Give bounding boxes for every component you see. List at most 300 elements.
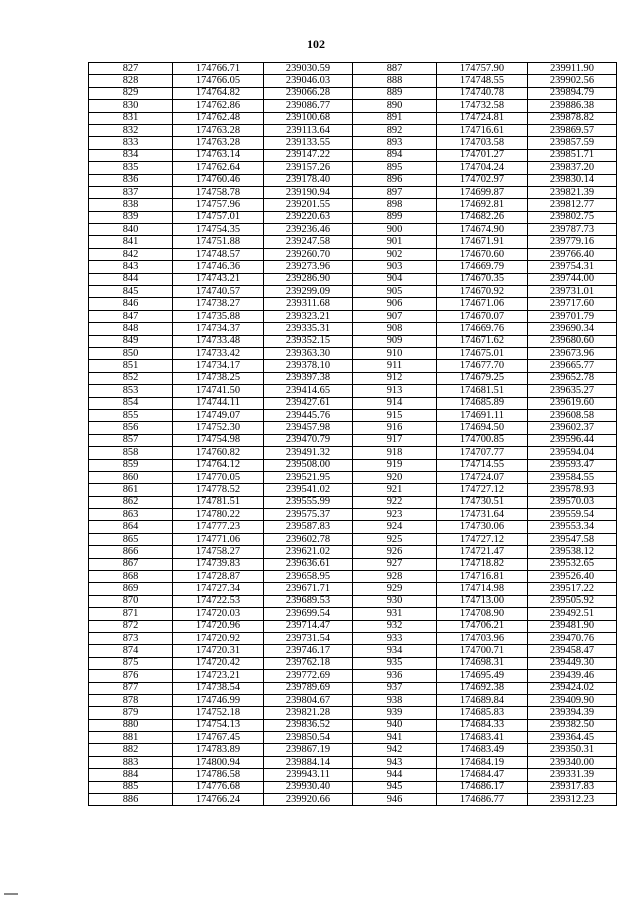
- y-coordinate-cell: 239830.14: [528, 174, 617, 186]
- point-number-cell: 895: [353, 162, 437, 174]
- y-coordinate-cell: 239481.90: [528, 620, 617, 632]
- x-coordinate-cell: 174685.83: [437, 707, 528, 719]
- table-row: [89, 310, 617, 322]
- x-coordinate-cell: 174730.51: [437, 496, 528, 508]
- x-coordinate-cell: 174748.55: [437, 75, 528, 87]
- y-coordinate-cell: 239178.40: [264, 174, 353, 186]
- y-coordinate-cell: 239470.79: [264, 434, 353, 446]
- x-coordinate-cell: 174757.96: [173, 199, 264, 211]
- point-number-cell: 903: [353, 261, 437, 273]
- table-row: [89, 124, 617, 136]
- y-coordinate-cell: 239133.55: [264, 137, 353, 149]
- point-number-cell: 888: [353, 75, 437, 87]
- x-coordinate-cell: 174740.57: [173, 286, 264, 298]
- y-coordinate-cell: 239608.58: [528, 409, 617, 421]
- table-row: [89, 571, 617, 583]
- point-number-cell: 854: [89, 397, 173, 409]
- table-row: [89, 248, 617, 260]
- x-coordinate-cell: 174766.24: [173, 794, 264, 806]
- x-coordinate-cell: 174770.05: [173, 471, 264, 483]
- x-coordinate-cell: 174749.07: [173, 409, 264, 421]
- x-coordinate-cell: 174691.11: [437, 409, 528, 421]
- y-coordinate-cell: 239335.31: [264, 323, 353, 335]
- x-coordinate-cell: 174701.27: [437, 149, 528, 161]
- x-coordinate-cell: 174724.81: [437, 112, 528, 124]
- point-number-cell: 836: [89, 174, 173, 186]
- point-number-cell: 876: [89, 670, 173, 682]
- y-coordinate-cell: 239397.38: [264, 372, 353, 384]
- point-number-cell: 905: [353, 286, 437, 298]
- y-coordinate-cell: 239779.16: [528, 236, 617, 248]
- table-row: [89, 434, 617, 446]
- y-coordinate-cell: 239555.99: [264, 496, 353, 508]
- point-number-cell: 936: [353, 670, 437, 682]
- y-coordinate-cell: 239317.83: [528, 781, 617, 793]
- x-coordinate-cell: 174669.76: [437, 323, 528, 335]
- page-number: 102: [307, 37, 325, 51]
- x-coordinate-cell: 174671.06: [437, 298, 528, 310]
- y-coordinate-cell: 239312.23: [528, 794, 617, 806]
- point-number-cell: 868: [89, 571, 173, 583]
- table-row: [89, 323, 617, 335]
- y-coordinate-cell: 239911.90: [528, 63, 617, 75]
- point-number-cell: 924: [353, 521, 437, 533]
- y-coordinate-cell: 239427.61: [264, 397, 353, 409]
- coordinates-table: [88, 62, 617, 806]
- y-coordinate-cell: 239878.82: [528, 112, 617, 124]
- x-coordinate-cell: 174735.88: [173, 310, 264, 322]
- table-row: [89, 558, 617, 570]
- point-number-cell: 862: [89, 496, 173, 508]
- x-coordinate-cell: 174686.77: [437, 794, 528, 806]
- x-coordinate-cell: 174677.70: [437, 360, 528, 372]
- point-number-cell: 869: [89, 583, 173, 595]
- point-number-cell: 906: [353, 298, 437, 310]
- point-number-cell: 860: [89, 471, 173, 483]
- table-row: [89, 484, 617, 496]
- x-coordinate-cell: 174746.36: [173, 261, 264, 273]
- x-coordinate-cell: 174751.88: [173, 236, 264, 248]
- point-number-cell: 922: [353, 496, 437, 508]
- x-coordinate-cell: 174738.54: [173, 682, 264, 694]
- table-row: [89, 112, 617, 124]
- x-coordinate-cell: 174686.17: [437, 781, 528, 793]
- point-number-cell: 918: [353, 447, 437, 459]
- y-coordinate-cell: 239731.01: [528, 286, 617, 298]
- table-row: [89, 533, 617, 545]
- x-coordinate-cell: 174757.01: [173, 211, 264, 223]
- point-number-cell: 880: [89, 719, 173, 731]
- x-coordinate-cell: 174683.49: [437, 744, 528, 756]
- x-coordinate-cell: 174776.68: [173, 781, 264, 793]
- x-coordinate-cell: 174713.00: [437, 595, 528, 607]
- x-coordinate-cell: 174684.33: [437, 719, 528, 731]
- point-number-cell: 889: [353, 87, 437, 99]
- x-coordinate-cell: 174767.45: [173, 732, 264, 744]
- point-number-cell: 866: [89, 546, 173, 558]
- x-coordinate-cell: 174778.52: [173, 484, 264, 496]
- y-coordinate-cell: 239587.83: [264, 521, 353, 533]
- x-coordinate-cell: 174689.84: [437, 694, 528, 706]
- x-coordinate-cell: 174675.01: [437, 347, 528, 359]
- point-number-cell: 852: [89, 372, 173, 384]
- x-coordinate-cell: 174684.47: [437, 769, 528, 781]
- point-number-cell: 863: [89, 509, 173, 521]
- y-coordinate-cell: 239559.54: [528, 509, 617, 521]
- y-coordinate-cell: 239331.39: [528, 769, 617, 781]
- y-coordinate-cell: 239470.76: [528, 632, 617, 644]
- point-number-cell: 842: [89, 248, 173, 260]
- table-row: [89, 471, 617, 483]
- y-coordinate-cell: 239731.54: [264, 632, 353, 644]
- y-coordinate-cell: 239680.60: [528, 335, 617, 347]
- x-coordinate-cell: 174692.38: [437, 682, 528, 694]
- point-number-cell: 891: [353, 112, 437, 124]
- y-coordinate-cell: 239424.02: [528, 682, 617, 694]
- point-number-cell: 879: [89, 707, 173, 719]
- point-number-cell: 837: [89, 186, 173, 198]
- y-coordinate-cell: 239066.28: [264, 87, 353, 99]
- point-number-cell: 916: [353, 422, 437, 434]
- table-row: [89, 620, 617, 632]
- point-number-cell: 938: [353, 694, 437, 706]
- point-number-cell: 883: [89, 756, 173, 768]
- point-number-cell: 886: [89, 794, 173, 806]
- point-number-cell: 927: [353, 558, 437, 570]
- y-coordinate-cell: 239505.92: [528, 595, 617, 607]
- point-number-cell: 881: [89, 732, 173, 744]
- point-number-cell: 845: [89, 286, 173, 298]
- y-coordinate-cell: 239030.59: [264, 63, 353, 75]
- y-coordinate-cell: 239772.69: [264, 670, 353, 682]
- y-coordinate-cell: 239382.50: [528, 719, 617, 731]
- y-coordinate-cell: 239190.94: [264, 186, 353, 198]
- x-coordinate-cell: 174716.81: [437, 571, 528, 583]
- y-coordinate-cell: 239350.31: [528, 744, 617, 756]
- x-coordinate-cell: 174694.50: [437, 422, 528, 434]
- x-coordinate-cell: 174721.47: [437, 546, 528, 558]
- x-coordinate-cell: 174764.82: [173, 87, 264, 99]
- x-coordinate-cell: 174720.03: [173, 608, 264, 620]
- table-row: [89, 595, 617, 607]
- table-row: [89, 694, 617, 706]
- point-number-cell: 833: [89, 137, 173, 149]
- y-coordinate-cell: 239812.77: [528, 199, 617, 211]
- x-coordinate-cell: 174699.87: [437, 186, 528, 198]
- table-row: [89, 273, 617, 285]
- point-number-cell: 829: [89, 87, 173, 99]
- table-row: [89, 459, 617, 471]
- point-number-cell: 857: [89, 434, 173, 446]
- table-row: [89, 261, 617, 273]
- point-number-cell: 919: [353, 459, 437, 471]
- y-coordinate-cell: 239414.65: [264, 385, 353, 397]
- x-coordinate-cell: 174766.71: [173, 63, 264, 75]
- point-number-cell: 846: [89, 298, 173, 310]
- x-coordinate-cell: 174758.27: [173, 546, 264, 558]
- x-coordinate-cell: 174760.46: [173, 174, 264, 186]
- table-row: [89, 583, 617, 595]
- table-row: [89, 149, 617, 161]
- point-number-cell: 831: [89, 112, 173, 124]
- x-coordinate-cell: 174720.96: [173, 620, 264, 632]
- x-coordinate-cell: 174777.23: [173, 521, 264, 533]
- y-coordinate-cell: 239538.12: [528, 546, 617, 558]
- point-number-cell: 940: [353, 719, 437, 731]
- y-coordinate-cell: 239787.73: [528, 224, 617, 236]
- point-number-cell: 872: [89, 620, 173, 632]
- point-number-cell: 907: [353, 310, 437, 322]
- x-coordinate-cell: 174732.58: [437, 100, 528, 112]
- y-coordinate-cell: 239744.00: [528, 273, 617, 285]
- x-coordinate-cell: 174692.81: [437, 199, 528, 211]
- point-number-cell: 853: [89, 385, 173, 397]
- y-coordinate-cell: 239717.60: [528, 298, 617, 310]
- y-coordinate-cell: 239508.00: [264, 459, 353, 471]
- point-number-cell: 943: [353, 756, 437, 768]
- x-coordinate-cell: 174744.11: [173, 397, 264, 409]
- table-row: [89, 87, 617, 99]
- x-coordinate-cell: 174763.28: [173, 137, 264, 149]
- point-number-cell: 933: [353, 632, 437, 644]
- x-coordinate-cell: 174754.98: [173, 434, 264, 446]
- x-coordinate-cell: 174714.98: [437, 583, 528, 595]
- table-row: [89, 546, 617, 558]
- point-number-cell: 897: [353, 186, 437, 198]
- point-number-cell: 941: [353, 732, 437, 744]
- y-coordinate-cell: 239340.00: [528, 756, 617, 768]
- x-coordinate-cell: 174800.94: [173, 756, 264, 768]
- point-number-cell: 851: [89, 360, 173, 372]
- point-number-cell: 913: [353, 385, 437, 397]
- x-coordinate-cell: 174707.77: [437, 447, 528, 459]
- table-row: [89, 298, 617, 310]
- scan-artifact-mark: [4, 893, 18, 895]
- x-coordinate-cell: 174766.05: [173, 75, 264, 87]
- y-coordinate-cell: 239157.26: [264, 162, 353, 174]
- table-row: [89, 397, 617, 409]
- point-number-cell: 848: [89, 323, 173, 335]
- y-coordinate-cell: 239837.20: [528, 162, 617, 174]
- point-number-cell: 928: [353, 571, 437, 583]
- y-coordinate-cell: 239789.69: [264, 682, 353, 694]
- y-coordinate-cell: 239201.55: [264, 199, 353, 211]
- y-coordinate-cell: 239714.47: [264, 620, 353, 632]
- y-coordinate-cell: 239517.22: [528, 583, 617, 595]
- y-coordinate-cell: 239821.39: [528, 186, 617, 198]
- point-number-cell: 935: [353, 657, 437, 669]
- x-coordinate-cell: 174716.61: [437, 124, 528, 136]
- point-number-cell: 923: [353, 509, 437, 521]
- point-number-cell: 874: [89, 645, 173, 657]
- y-coordinate-cell: 239902.56: [528, 75, 617, 87]
- y-coordinate-cell: 239636.61: [264, 558, 353, 570]
- y-coordinate-cell: 239594.04: [528, 447, 617, 459]
- table-row: [89, 335, 617, 347]
- y-coordinate-cell: 239857.59: [528, 137, 617, 149]
- table-row: [89, 75, 617, 87]
- y-coordinate-cell: 239409.90: [528, 694, 617, 706]
- x-coordinate-cell: 174757.90: [437, 63, 528, 75]
- y-coordinate-cell: 239701.79: [528, 310, 617, 322]
- point-number-cell: 865: [89, 533, 173, 545]
- x-coordinate-cell: 174714.55: [437, 459, 528, 471]
- point-number-cell: 932: [353, 620, 437, 632]
- table-row: [89, 447, 617, 459]
- x-coordinate-cell: 174703.96: [437, 632, 528, 644]
- y-coordinate-cell: 239323.21: [264, 310, 353, 322]
- table-row: [89, 385, 617, 397]
- x-coordinate-cell: 174703.58: [437, 137, 528, 149]
- coordinates-table-body: [89, 63, 617, 806]
- x-coordinate-cell: 174754.35: [173, 224, 264, 236]
- point-number-cell: 890: [353, 100, 437, 112]
- point-number-cell: 830: [89, 100, 173, 112]
- y-coordinate-cell: 239364.45: [528, 732, 617, 744]
- table-row: [89, 719, 617, 731]
- point-number-cell: 835: [89, 162, 173, 174]
- point-number-cell: 893: [353, 137, 437, 149]
- x-coordinate-cell: 174671.91: [437, 236, 528, 248]
- y-coordinate-cell: 239570.03: [528, 496, 617, 508]
- y-coordinate-cell: 239673.96: [528, 347, 617, 359]
- point-number-cell: 946: [353, 794, 437, 806]
- y-coordinate-cell: 239236.46: [264, 224, 353, 236]
- point-number-cell: 904: [353, 273, 437, 285]
- x-coordinate-cell: 174780.22: [173, 509, 264, 521]
- x-coordinate-cell: 174695.49: [437, 670, 528, 682]
- point-number-cell: 931: [353, 608, 437, 620]
- x-coordinate-cell: 174706.21: [437, 620, 528, 632]
- table-row: [89, 769, 617, 781]
- y-coordinate-cell: 239363.30: [264, 347, 353, 359]
- x-coordinate-cell: 174786.58: [173, 769, 264, 781]
- x-coordinate-cell: 174754.13: [173, 719, 264, 731]
- x-coordinate-cell: 174671.62: [437, 335, 528, 347]
- x-coordinate-cell: 174763.28: [173, 124, 264, 136]
- y-coordinate-cell: 239457.98: [264, 422, 353, 434]
- point-number-cell: 877: [89, 682, 173, 694]
- table-row: [89, 509, 617, 521]
- y-coordinate-cell: 239920.66: [264, 794, 353, 806]
- point-number-cell: 910: [353, 347, 437, 359]
- x-coordinate-cell: 174771.06: [173, 533, 264, 545]
- point-number-cell: 849: [89, 335, 173, 347]
- x-coordinate-cell: 174762.48: [173, 112, 264, 124]
- point-number-cell: 871: [89, 608, 173, 620]
- point-number-cell: 930: [353, 595, 437, 607]
- point-number-cell: 908: [353, 323, 437, 335]
- x-coordinate-cell: 174781.51: [173, 496, 264, 508]
- point-number-cell: 844: [89, 273, 173, 285]
- x-coordinate-cell: 174746.99: [173, 694, 264, 706]
- x-coordinate-cell: 174720.92: [173, 632, 264, 644]
- point-number-cell: 887: [353, 63, 437, 75]
- y-coordinate-cell: 239754.31: [528, 261, 617, 273]
- y-coordinate-cell: 239894.79: [528, 87, 617, 99]
- point-number-cell: 828: [89, 75, 173, 87]
- y-coordinate-cell: 239578.93: [528, 484, 617, 496]
- y-coordinate-cell: 239352.15: [264, 335, 353, 347]
- point-number-cell: 882: [89, 744, 173, 756]
- point-number-cell: 929: [353, 583, 437, 595]
- table-row: [89, 100, 617, 112]
- x-coordinate-cell: 174720.42: [173, 657, 264, 669]
- y-coordinate-cell: 239699.54: [264, 608, 353, 620]
- x-coordinate-cell: 174683.41: [437, 732, 528, 744]
- point-number-cell: 934: [353, 645, 437, 657]
- point-number-cell: 875: [89, 657, 173, 669]
- y-coordinate-cell: 239802.75: [528, 211, 617, 223]
- point-number-cell: 885: [89, 781, 173, 793]
- y-coordinate-cell: 239439.46: [528, 670, 617, 682]
- y-coordinate-cell: 239491.32: [264, 447, 353, 459]
- point-number-cell: 917: [353, 434, 437, 446]
- table-row: [89, 732, 617, 744]
- x-coordinate-cell: 174674.90: [437, 224, 528, 236]
- point-number-cell: 841: [89, 236, 173, 248]
- table-row: [89, 372, 617, 384]
- point-number-cell: 898: [353, 199, 437, 211]
- point-number-cell: 864: [89, 521, 173, 533]
- point-number-cell: 855: [89, 409, 173, 421]
- x-coordinate-cell: 174720.31: [173, 645, 264, 657]
- y-coordinate-cell: 239046.03: [264, 75, 353, 87]
- table-row: [89, 781, 617, 793]
- table-row: [89, 137, 617, 149]
- y-coordinate-cell: 239804.67: [264, 694, 353, 706]
- table-row: [89, 286, 617, 298]
- table-row: [89, 211, 617, 223]
- x-coordinate-cell: 174733.42: [173, 347, 264, 359]
- point-number-cell: 939: [353, 707, 437, 719]
- point-number-cell: 902: [353, 248, 437, 260]
- table-row: [89, 186, 617, 198]
- y-coordinate-cell: 239273.96: [264, 261, 353, 273]
- y-coordinate-cell: 239458.47: [528, 645, 617, 657]
- y-coordinate-cell: 239884.14: [264, 756, 353, 768]
- x-coordinate-cell: 174704.24: [437, 162, 528, 174]
- table-row: [89, 409, 617, 421]
- x-coordinate-cell: 174670.35: [437, 273, 528, 285]
- y-coordinate-cell: 239541.02: [264, 484, 353, 496]
- point-number-cell: 926: [353, 546, 437, 558]
- x-coordinate-cell: 174743.21: [173, 273, 264, 285]
- x-coordinate-cell: 174724.07: [437, 471, 528, 483]
- y-coordinate-cell: 239658.95: [264, 571, 353, 583]
- y-coordinate-cell: 239247.58: [264, 236, 353, 248]
- point-number-cell: 920: [353, 471, 437, 483]
- point-number-cell: 944: [353, 769, 437, 781]
- y-coordinate-cell: 239492.51: [528, 608, 617, 620]
- y-coordinate-cell: 239869.57: [528, 124, 617, 136]
- table-row: [89, 422, 617, 434]
- y-coordinate-cell: 239689.53: [264, 595, 353, 607]
- y-coordinate-cell: 239652.78: [528, 372, 617, 384]
- table-row: [89, 756, 617, 768]
- y-coordinate-cell: 239635.27: [528, 385, 617, 397]
- point-number-cell: 925: [353, 533, 437, 545]
- x-coordinate-cell: 174722.53: [173, 595, 264, 607]
- y-coordinate-cell: 239311.68: [264, 298, 353, 310]
- x-coordinate-cell: 174758.78: [173, 186, 264, 198]
- x-coordinate-cell: 174760.82: [173, 447, 264, 459]
- x-coordinate-cell: 174783.89: [173, 744, 264, 756]
- y-coordinate-cell: 239532.65: [528, 558, 617, 570]
- y-coordinate-cell: 239286.90: [264, 273, 353, 285]
- y-coordinate-cell: 239260.70: [264, 248, 353, 260]
- y-coordinate-cell: 239100.68: [264, 112, 353, 124]
